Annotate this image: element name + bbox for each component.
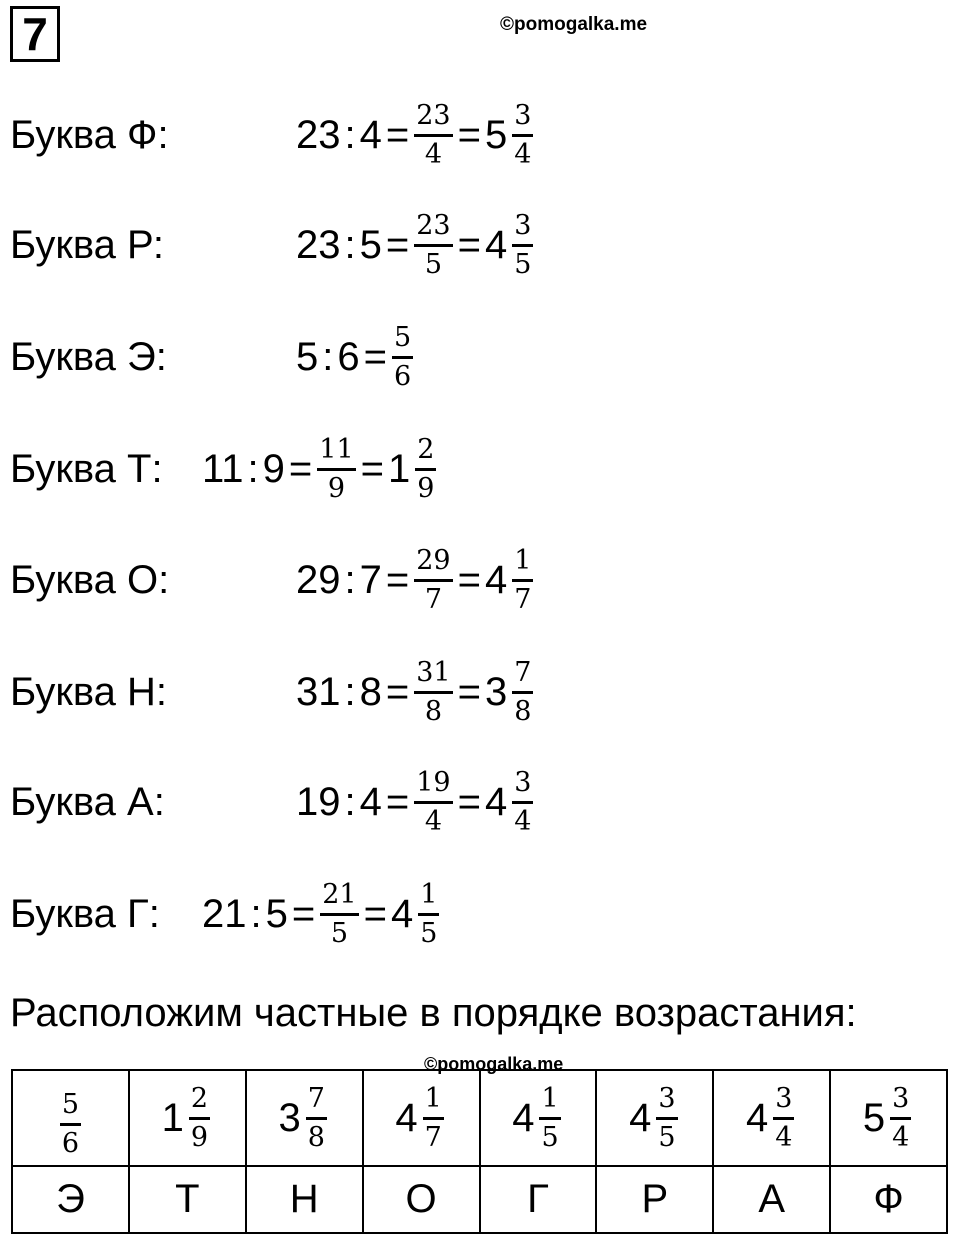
numerator: 23 bbox=[416, 99, 451, 131]
remainder-fraction bbox=[512, 768, 533, 837]
task-number: 7 bbox=[10, 6, 60, 62]
fraction bbox=[539, 1084, 560, 1153]
letter-cell: Р bbox=[596, 1166, 713, 1233]
remainder-fraction bbox=[512, 101, 533, 170]
quotient-cell bbox=[129, 1070, 246, 1166]
remainder-fraction bbox=[415, 435, 436, 504]
denominator: 4 bbox=[892, 1121, 910, 1153]
whole-part: 4 bbox=[629, 1095, 652, 1140]
division-sign: : bbox=[344, 557, 356, 602]
quotients-row bbox=[12, 1070, 947, 1166]
divisor: 8 bbox=[359, 669, 382, 714]
letter-label: Буква Р: bbox=[10, 223, 164, 267]
letter-label: Буква Н: bbox=[10, 670, 168, 714]
numerator: 3 bbox=[514, 99, 532, 131]
divisor: 5 bbox=[359, 222, 382, 267]
denominator: 5 bbox=[541, 1121, 559, 1153]
division-expression bbox=[200, 424, 439, 514]
dividend: 19 bbox=[296, 779, 341, 824]
denominator: 9 bbox=[327, 472, 346, 504]
calc-row bbox=[0, 312, 960, 402]
mixed-number bbox=[278, 1084, 329, 1153]
equals-sign: = bbox=[385, 779, 410, 824]
fraction bbox=[60, 1090, 81, 1159]
denominator: 8 bbox=[514, 695, 532, 727]
division-sign: : bbox=[322, 334, 334, 379]
numerator: 19 bbox=[416, 766, 451, 798]
numerator: 1 bbox=[541, 1082, 559, 1114]
equals-sign: = bbox=[360, 446, 384, 491]
calc-row bbox=[0, 647, 960, 737]
divisor: 6 bbox=[337, 334, 360, 379]
divisor: 4 bbox=[359, 112, 382, 157]
improper-fraction bbox=[320, 880, 358, 949]
denominator: 4 bbox=[424, 138, 442, 170]
numerator: 31 bbox=[416, 656, 451, 688]
calc-row bbox=[0, 90, 960, 180]
denominator: 4 bbox=[514, 138, 532, 170]
denominator: 6 bbox=[61, 1127, 80, 1159]
denominator: 5 bbox=[424, 248, 442, 280]
order-sentence: Расположим частные в порядке возрастания: bbox=[10, 991, 857, 1035]
answer-table bbox=[11, 1069, 948, 1234]
improper-fraction bbox=[414, 768, 452, 837]
fraction bbox=[773, 1084, 794, 1153]
denominator: 4 bbox=[514, 805, 532, 837]
equals-sign: = bbox=[457, 669, 481, 714]
numerator: 3 bbox=[514, 766, 532, 798]
whole-part: 4 bbox=[745, 1095, 769, 1140]
numerator: 3 bbox=[775, 1082, 793, 1114]
remainder-fraction bbox=[418, 880, 439, 949]
whole-part: 3 bbox=[484, 669, 508, 714]
divisor: 7 bbox=[359, 557, 382, 602]
equals-sign: = bbox=[457, 557, 481, 602]
fraction bbox=[656, 1084, 677, 1153]
calc-row bbox=[0, 757, 960, 847]
letter-label: Буква Ф: bbox=[10, 113, 169, 157]
letter-cell: Э bbox=[12, 1166, 129, 1233]
dividend: 23 bbox=[296, 222, 341, 267]
division-expression bbox=[200, 869, 442, 959]
fraction bbox=[189, 1084, 210, 1153]
equals-sign: = bbox=[385, 557, 410, 602]
improper-fraction bbox=[392, 323, 413, 392]
division-expression bbox=[294, 757, 536, 847]
letter-cell: А bbox=[713, 1166, 830, 1233]
numerator: 21 bbox=[322, 878, 357, 910]
denominator: 7 bbox=[424, 1121, 442, 1153]
division-expression bbox=[294, 90, 536, 180]
fraction bbox=[423, 1084, 444, 1153]
remainder-fraction bbox=[512, 211, 533, 280]
quotient-cell bbox=[12, 1070, 129, 1166]
denominator: 4 bbox=[775, 1121, 793, 1153]
equals-sign: = bbox=[457, 112, 481, 157]
mixed-number bbox=[162, 1084, 213, 1153]
letter-label: Буква Г: bbox=[10, 892, 160, 936]
whole-part: 5 bbox=[484, 112, 508, 157]
improper-fraction bbox=[414, 658, 452, 727]
numerator: 1 bbox=[424, 1082, 442, 1114]
calc-row bbox=[0, 869, 960, 959]
dividend: 21 bbox=[202, 891, 247, 936]
denominator: 7 bbox=[514, 583, 532, 615]
numerator: 23 bbox=[416, 209, 451, 241]
denominator: 5 bbox=[514, 248, 532, 280]
division-expression bbox=[294, 200, 536, 290]
equals-sign: = bbox=[385, 222, 410, 267]
whole-part: 3 bbox=[278, 1095, 301, 1140]
numerator: 3 bbox=[892, 1082, 910, 1114]
letters-row bbox=[12, 1166, 947, 1233]
calc-row bbox=[0, 200, 960, 290]
quotient-cell bbox=[713, 1070, 830, 1166]
dividend: 29 bbox=[296, 557, 341, 602]
division-sign: : bbox=[247, 446, 259, 491]
quotient-cell bbox=[480, 1070, 597, 1166]
whole-part: 4 bbox=[484, 222, 508, 267]
equals-sign: = bbox=[363, 334, 387, 379]
divisor: 9 bbox=[262, 446, 285, 491]
equals-sign: = bbox=[291, 891, 316, 936]
denominator: 9 bbox=[190, 1121, 209, 1153]
quotient-cell bbox=[596, 1070, 713, 1166]
denominator: 5 bbox=[658, 1121, 676, 1153]
watermark-table: ©pomogalka.me bbox=[424, 1054, 564, 1074]
letter-cell: О bbox=[363, 1166, 480, 1233]
calc-row bbox=[0, 535, 960, 625]
improper-fraction bbox=[414, 546, 452, 615]
numerator: 1 bbox=[514, 544, 532, 576]
improper-fraction bbox=[317, 435, 355, 504]
whole-part: 4 bbox=[512, 1095, 535, 1140]
fraction bbox=[890, 1084, 911, 1153]
whole-part: 4 bbox=[484, 557, 508, 602]
remainder-fraction bbox=[512, 658, 533, 727]
denominator: 8 bbox=[424, 695, 442, 727]
equals-sign: = bbox=[385, 669, 410, 714]
watermark-top: ©pomogalka.me bbox=[500, 14, 648, 35]
whole-part: 4 bbox=[484, 779, 508, 824]
dividend: 31 bbox=[296, 669, 341, 714]
whole-part: 5 bbox=[862, 1095, 886, 1140]
whole-part: 4 bbox=[395, 1095, 418, 1140]
mixed-number bbox=[57, 1090, 84, 1159]
equals-sign: = bbox=[457, 222, 481, 267]
division-expression bbox=[294, 312, 416, 402]
calc-row bbox=[0, 424, 960, 514]
denominator: 4 bbox=[424, 805, 442, 837]
dividend: 5 bbox=[296, 334, 319, 379]
numerator: 11 bbox=[319, 433, 354, 465]
dividend: 11 bbox=[202, 446, 244, 491]
division-expression bbox=[294, 647, 536, 737]
numerator: 3 bbox=[658, 1082, 676, 1114]
numerator: 2 bbox=[417, 433, 435, 465]
mixed-number bbox=[863, 1084, 914, 1153]
letter-cell: Г bbox=[480, 1166, 597, 1233]
mixed-number bbox=[395, 1084, 446, 1153]
denominator: 8 bbox=[307, 1121, 325, 1153]
remainder-fraction bbox=[512, 546, 533, 615]
division-sign: : bbox=[250, 891, 262, 936]
division-sign: : bbox=[344, 669, 356, 714]
mixed-number bbox=[629, 1084, 680, 1153]
letter-label: Буква О: bbox=[10, 558, 170, 602]
letter-label: Буква А: bbox=[10, 780, 165, 824]
numerator: 3 bbox=[514, 209, 532, 241]
denominator: 7 bbox=[424, 583, 442, 615]
denominator: 5 bbox=[330, 917, 348, 949]
quotient-cell bbox=[246, 1070, 363, 1166]
denominator: 9 bbox=[417, 472, 435, 504]
improper-fraction bbox=[414, 211, 452, 280]
denominator: 6 bbox=[393, 360, 412, 392]
denominator: 5 bbox=[420, 917, 438, 949]
letter-label: Буква Т: bbox=[10, 447, 163, 491]
division-sign: : bbox=[344, 222, 356, 267]
dividend: 23 bbox=[296, 112, 341, 157]
numerator: 7 bbox=[514, 656, 532, 688]
numerator: 1 bbox=[420, 878, 438, 910]
divisor: 4 bbox=[359, 779, 382, 824]
mixed-number bbox=[512, 1084, 563, 1153]
whole-part: 1 bbox=[161, 1095, 184, 1140]
division-sign: : bbox=[344, 112, 356, 157]
letter-cell: Ф bbox=[830, 1166, 947, 1233]
quotient-cell bbox=[363, 1070, 480, 1166]
divisor: 5 bbox=[265, 891, 288, 936]
letter-cell: Т bbox=[129, 1166, 246, 1233]
equals-sign: = bbox=[288, 446, 313, 491]
mixed-number bbox=[746, 1084, 797, 1153]
whole-part: 4 bbox=[390, 891, 414, 936]
letter-label: Буква Э: bbox=[10, 335, 167, 379]
numerator: 7 bbox=[307, 1082, 325, 1114]
equals-sign: = bbox=[363, 891, 387, 936]
equals-sign: = bbox=[457, 779, 481, 824]
division-expression bbox=[294, 535, 536, 625]
quotient-cell bbox=[830, 1070, 947, 1166]
numerator: 5 bbox=[61, 1088, 80, 1120]
letter-cell: Н bbox=[246, 1166, 363, 1233]
equals-sign: = bbox=[385, 112, 410, 157]
numerator: 5 bbox=[393, 321, 412, 353]
fraction bbox=[306, 1084, 327, 1153]
numerator: 2 bbox=[190, 1082, 209, 1114]
numerator: 29 bbox=[416, 544, 451, 576]
whole-part: 1 bbox=[387, 446, 411, 491]
improper-fraction bbox=[414, 101, 452, 170]
division-sign: : bbox=[344, 779, 356, 824]
